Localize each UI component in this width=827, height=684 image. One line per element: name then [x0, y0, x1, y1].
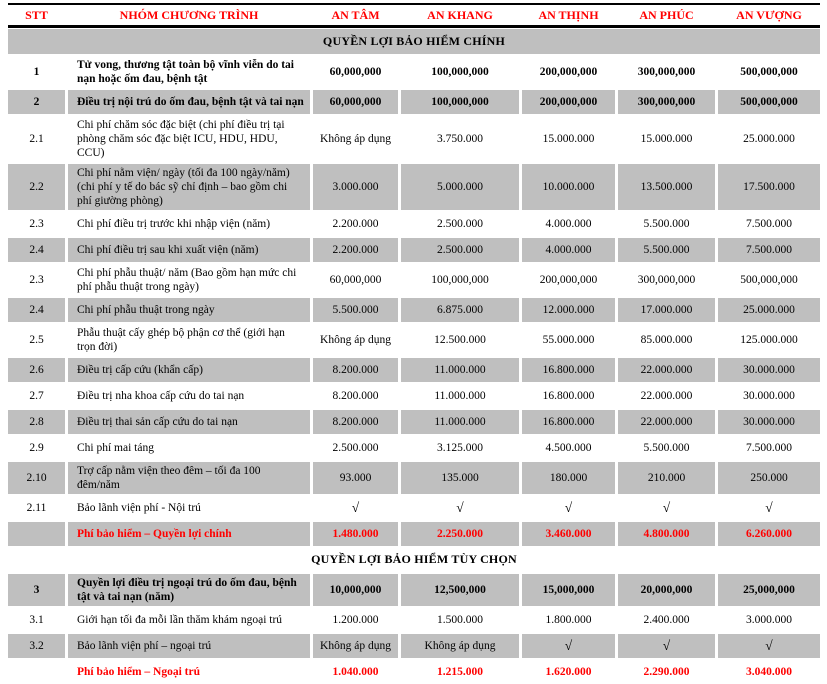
row-value-cell: 2.250.000	[401, 522, 519, 546]
row-value-cell: 2.500.000	[401, 238, 519, 262]
table-body	[8, 29, 827, 684]
check-mark: √	[564, 500, 573, 515]
check-mark: √	[351, 500, 360, 515]
row-value-cell: 7.500.000	[746, 442, 792, 454]
table-row	[8, 264, 820, 296]
row-value-cell: 30.000.000	[743, 390, 795, 402]
row-benefit-label: Điều trị cấp cứu (khẩn cấp)	[68, 358, 310, 382]
row-value-cell: 7.500.000	[746, 218, 792, 230]
row-benefit-label: Phí bảo hiểm – Ngoại trú	[77, 666, 200, 678]
row-value-cell: 210.000	[618, 462, 715, 494]
row-stt-cell: 2.7	[29, 390, 44, 402]
row-value-cell: 5.500.000	[643, 218, 690, 230]
row-value-cell: 100,000,000	[431, 274, 489, 286]
row-value-cell: 30.000.000	[718, 358, 820, 382]
row-value-cell: 500,000,000	[718, 90, 820, 114]
row-stt-cell: 2.11	[26, 502, 47, 514]
row-benefit-label: Bảo lãnh viện phí - Nội trú	[77, 502, 201, 514]
row-value-cell: 1.800.000	[545, 614, 592, 626]
row-value-cell: 500,000,000	[740, 66, 798, 78]
row-value-cell: Không áp dụng	[320, 133, 391, 145]
row-benefit-label: Tử vong, thương tật toàn bộ vĩnh viễn do tai nạn hoặc ốm đau, bệnh tật	[77, 59, 294, 85]
row-value-cell: 8.200.000	[313, 410, 398, 434]
row-value-cell: 25,000,000	[718, 574, 820, 606]
row-value-cell: 3.460.000	[522, 522, 615, 546]
row-value-cell: 2.200.000	[313, 238, 398, 262]
row-benefit-label: Điều trị thai sản cấp cứu do tai nạn	[68, 410, 310, 434]
row-value-cell: 85.000.000	[640, 334, 693, 346]
table-row	[8, 436, 820, 460]
row-value-cell: 2.500.000	[332, 442, 379, 454]
row-value-cell: 93.000	[313, 462, 398, 494]
col-header-stt: STT	[25, 7, 48, 22]
row-value-cell: 22.000.000	[640, 390, 693, 402]
table-header-row	[8, 3, 820, 28]
row-value-cell: 135.000	[401, 462, 519, 494]
row-value-cell: 12,500,000	[401, 574, 519, 606]
row-value-cell: 100,000,000	[431, 66, 489, 78]
row-value-cell: 300,000,000	[618, 90, 715, 114]
row-value-cell: 5.500.000	[643, 442, 690, 454]
row-stt-cell: 2.3	[29, 218, 44, 230]
row-value-cell: 10.000.000	[522, 164, 615, 210]
row-stt-cell: 2.3	[29, 274, 44, 286]
row-benefit-label: Chi phí phẫu thuật trong ngày	[68, 298, 310, 322]
row-stt-cell: 1	[33, 66, 40, 78]
row-benefit-label: Quyền lợi điều trị ngoại trú do ốm đau, bệnh tật và tai nạn (năm)	[68, 574, 310, 606]
row-stt-cell: 2.2	[8, 164, 65, 210]
row-value-cell: 7.500.000	[718, 238, 820, 262]
check-mark: √	[662, 500, 671, 515]
row-value-cell: 200,000,000	[539, 66, 598, 78]
row-value-cell: 2.200.000	[332, 218, 379, 230]
check-mark: √	[765, 500, 773, 515]
row-value-cell: 200,000,000	[522, 90, 615, 114]
row-value-cell: 1.480.000	[313, 522, 398, 546]
row-stt-cell: 2.1	[29, 133, 44, 145]
row-stt-cell: 2.4	[8, 238, 65, 262]
section-title: QUYỀN LỢI BẢO HIỂM CHÍNH	[8, 29, 820, 54]
row-value-cell: 25.000.000	[743, 133, 795, 145]
row-value-cell: 250.000	[718, 462, 820, 494]
row-value-cell: 300,000,000	[637, 66, 696, 78]
check-mark: √	[456, 500, 464, 515]
row-value-cell: 11.000.000	[401, 410, 519, 434]
row-value-cell: 2.400.000	[643, 614, 690, 626]
table-row	[8, 164, 820, 210]
row-value-cell: 3.125.000	[437, 442, 483, 454]
row-value-cell: 3.040.000	[746, 666, 792, 678]
row-value-cell: 6.875.000	[401, 298, 519, 322]
row-value-cell: 60,000,000	[313, 90, 398, 114]
col-header-plan-an-vuong: AN VƯỢNG	[736, 7, 802, 22]
row-value-cell: 8.200.000	[313, 358, 398, 382]
row-value-cell: 10,000,000	[313, 574, 398, 606]
row-value-cell: 12.500.000	[434, 334, 486, 346]
row-value-cell: Không áp dụng	[313, 634, 398, 658]
table-row	[8, 56, 820, 88]
row-value-cell: 6.260.000	[718, 522, 820, 546]
row-stt-cell: 2	[8, 90, 65, 114]
table-row	[8, 238, 820, 262]
table-row	[8, 358, 820, 382]
row-value-cell: 1.200.000	[332, 614, 379, 626]
row-value-cell: 200,000,000	[539, 274, 598, 286]
col-header-plan-an-thinh: AN THỊNH	[538, 7, 599, 22]
table-row	[8, 90, 820, 114]
row-value-cell: 22.000.000	[618, 410, 715, 434]
table-row	[8, 410, 820, 434]
row-value-cell: 100,000,000	[401, 90, 519, 114]
table-row	[8, 298, 820, 322]
row-value-cell: 16.800.000	[522, 410, 615, 434]
row-value-cell: 4.000.000	[522, 238, 615, 262]
col-header-program-group: NHÓM CHƯƠNG TRÌNH	[119, 7, 259, 22]
table-row	[8, 384, 820, 408]
row-benefit-label: Chi phí mai táng	[77, 442, 154, 454]
row-benefit-label: Phẫu thuật cấy ghép bộ phận cơ thể (giới hạn trọn đời)	[77, 327, 285, 353]
section-title: QUYỀN LỢI BẢO HIỂM TÙY CHỌN	[311, 552, 517, 566]
row-value-cell: 3.000.000	[313, 164, 398, 210]
table-row	[8, 660, 820, 684]
row-benefit-label: Chi phí nằm viện/ ngày (tối đa 100 ngày/năm) (chi phí y tế do bác sỹ chỉ định – bao gồm chi phí giường phòng)	[68, 164, 310, 210]
row-value-cell: 180.000	[522, 462, 615, 494]
row-value-cell: 2.290.000	[643, 666, 690, 678]
row-value-cell: 30.000.000	[718, 410, 820, 434]
row-value-cell: 5.000.000	[401, 164, 519, 210]
table-row	[8, 462, 820, 494]
table-row	[8, 116, 820, 162]
row-value-cell: 3.750.000	[437, 133, 483, 145]
row-stt-cell: 3	[8, 574, 65, 606]
row-benefit-label: Điều trị nha khoa cấp cứu do tai nạn	[77, 390, 245, 402]
row-value-cell: 17.000.000	[618, 298, 715, 322]
row-benefit-label: Giới hạn tối đa mỗi lần thăm khám ngoại trú	[77, 614, 283, 626]
row-stt-cell	[8, 660, 65, 684]
row-stt-cell: 3.1	[29, 614, 44, 626]
row-benefit-label: Điều trị nội trú do ốm đau, bệnh tật và tai nạn	[68, 90, 310, 114]
row-value-cell: 500,000,000	[740, 274, 798, 286]
row-value-cell: 8.200.000	[332, 390, 379, 402]
row-benefit-label: Phí bảo hiểm – Quyền lợi chính	[68, 522, 310, 546]
row-value-cell: 5.500.000	[618, 238, 715, 262]
row-value-cell: 5.500.000	[313, 298, 398, 322]
row-stt-cell: 3.2	[8, 634, 65, 658]
row-value-cell: 11.000.000	[401, 358, 519, 382]
row-value-cell: 300,000,000	[637, 274, 696, 286]
row-benefit-label: Chi phí điều trị trước khi nhập viện (năm)	[77, 218, 271, 230]
table-row	[8, 324, 820, 356]
row-stt-cell: 2.5	[29, 334, 44, 346]
row-benefit-label: Chi phí phẫu thuật/ năm (Bao gồm hạn mức chi phí phẫu thuật trong ngày)	[77, 267, 297, 293]
row-value-cell: 1.500.000	[437, 614, 483, 626]
row-stt-cell: 2.8	[8, 410, 65, 434]
row-value-cell: 4.500.000	[545, 442, 592, 454]
row-value-cell: Không áp dụng	[401, 634, 519, 658]
row-value-cell: 125.000.000	[740, 334, 798, 346]
row-benefit-label: Chi phí chăm sóc đặc biệt (chi phí điều trị tại phòng chăm sóc đặc biệt ICU, HDU, HDU, CCU)	[77, 119, 285, 159]
col-header-plan-an-tam: AN TÂM	[331, 7, 380, 22]
row-value-cell: 60,000,000	[329, 66, 382, 78]
col-header-plan-an-khang: AN KHANG	[427, 7, 493, 22]
row-value-cell: 2.500.000	[437, 218, 483, 230]
table-row	[8, 212, 820, 236]
row-benefit-label: Bảo lãnh viện phí – ngoại trú	[68, 634, 310, 658]
row-value-cell: 15.000.000	[640, 133, 693, 145]
row-value-cell: 1.215.000	[437, 666, 483, 678]
check-mark: √	[718, 634, 820, 658]
check-mark: √	[618, 634, 715, 658]
row-benefit-label: Trợ cấp nằm viện theo đêm – tối đa 100 đêm/năm	[68, 462, 310, 494]
row-value-cell: 55.000.000	[542, 334, 595, 346]
row-value-cell: 17.500.000	[718, 164, 820, 210]
table-row	[8, 496, 820, 520]
row-value-cell: 1.040.000	[332, 666, 379, 678]
row-value-cell: 20,000,000	[618, 574, 715, 606]
row-stt-cell: 2.4	[8, 298, 65, 322]
row-value-cell: Không áp dụng	[320, 334, 391, 346]
table-row	[8, 522, 820, 546]
row-value-cell: 4.000.000	[545, 218, 592, 230]
col-header-plan-an-phuc: AN PHÚC	[639, 7, 694, 22]
table-row	[8, 608, 820, 632]
row-stt-cell: 2.10	[8, 462, 65, 494]
table-row	[8, 634, 820, 658]
check-mark: √	[522, 634, 615, 658]
row-value-cell: 13.500.000	[618, 164, 715, 210]
row-value-cell: 60,000,000	[329, 274, 382, 286]
row-stt-cell: 2.6	[8, 358, 65, 382]
row-stt-cell: 2.9	[29, 442, 44, 454]
row-value-cell: 16.800.000	[522, 358, 615, 382]
row-value-cell: 3.000.000	[746, 614, 792, 626]
row-value-cell: 11.000.000	[434, 390, 486, 402]
row-value-cell: 16.800.000	[542, 390, 595, 402]
row-value-cell: 1.620.000	[545, 666, 592, 678]
row-value-cell: 25.000.000	[718, 298, 820, 322]
row-value-cell: 15,000,000	[522, 574, 615, 606]
row-benefit-label: Chi phí điều trị sau khi xuất viện (năm)	[68, 238, 310, 262]
table-row	[8, 574, 820, 606]
row-value-cell: 12.000.000	[522, 298, 615, 322]
row-stt-cell	[8, 522, 65, 546]
row-value-cell: 15.000.000	[542, 133, 595, 145]
row-value-cell: 22.000.000	[618, 358, 715, 382]
row-value-cell: 4.800.000	[618, 522, 715, 546]
